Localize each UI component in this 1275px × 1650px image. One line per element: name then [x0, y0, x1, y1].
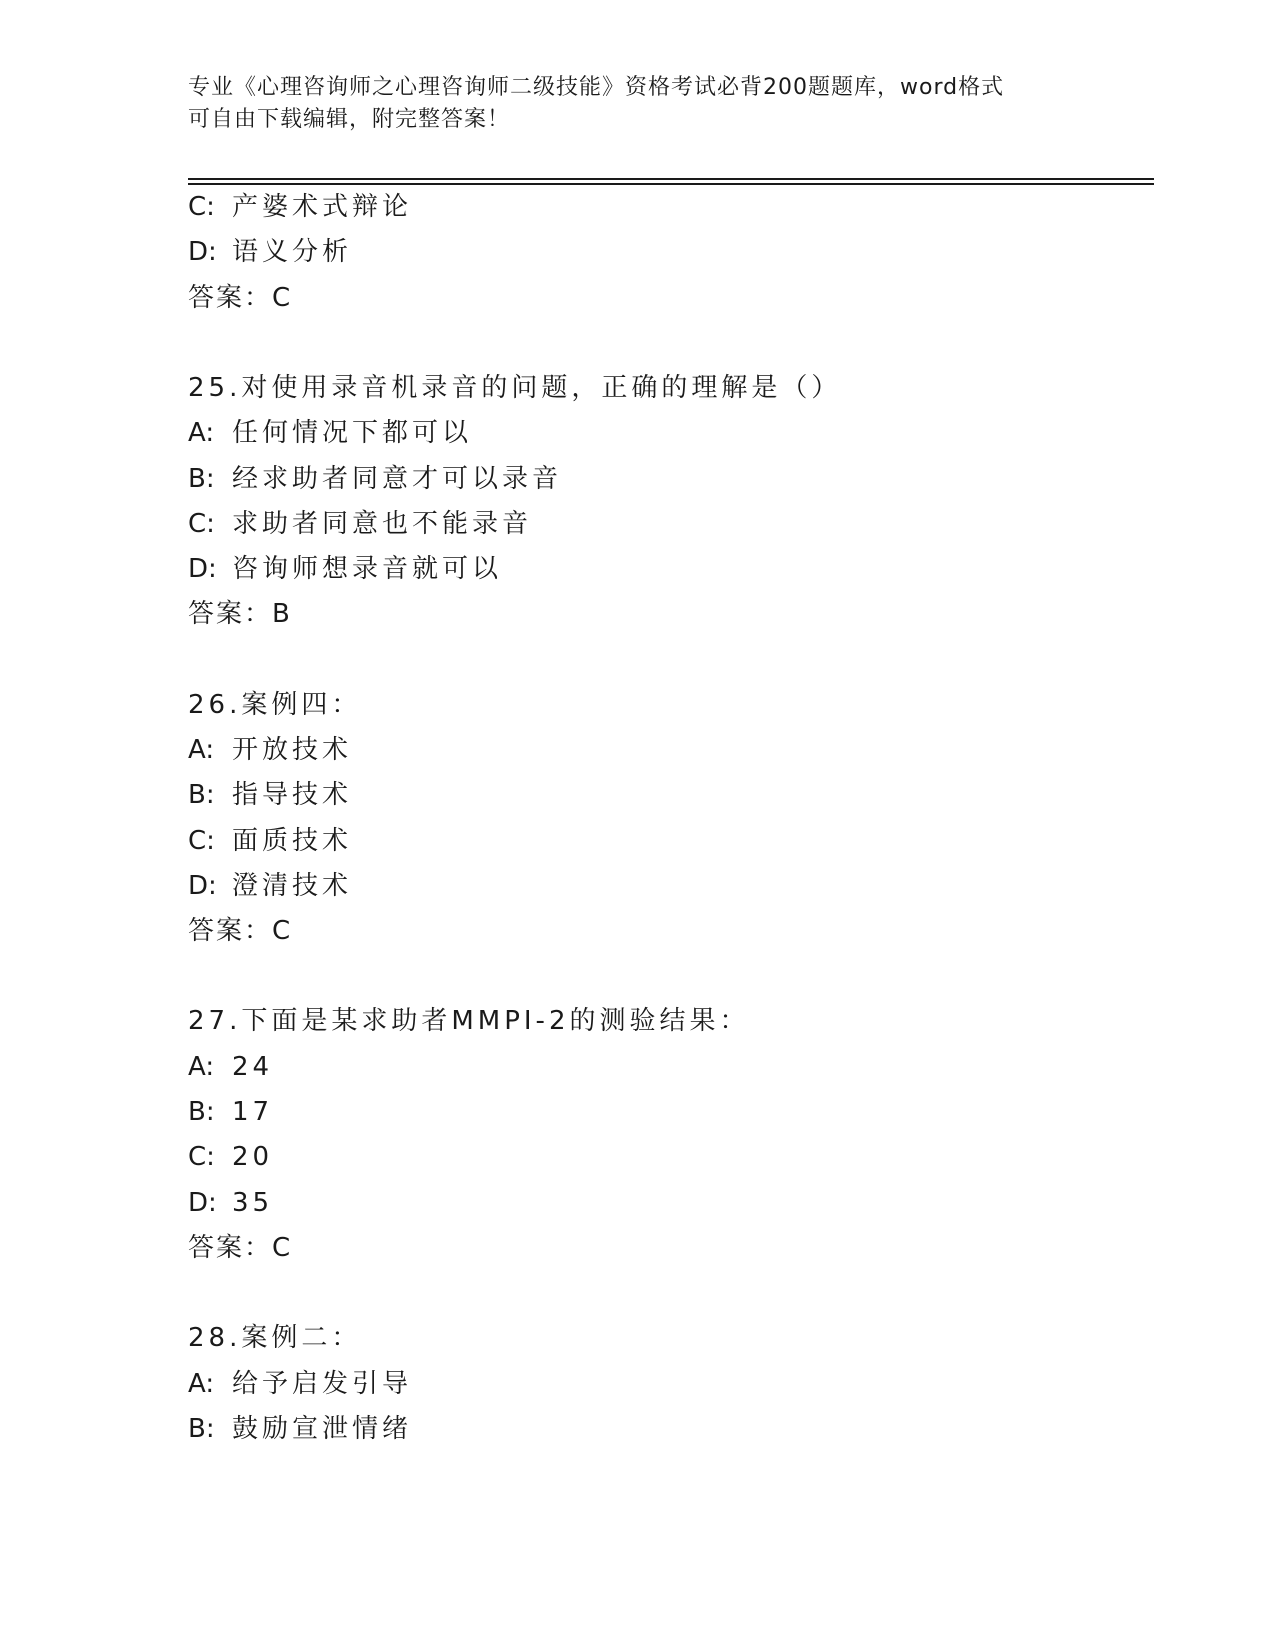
header-divider-top [188, 178, 1154, 180]
answer-line: 答案：C [188, 283, 293, 313]
option-label: D: [188, 237, 217, 267]
option-text: 指导技术 [232, 780, 353, 810]
header-line-2: 可自由下载编辑，附完整答案！ [188, 107, 511, 132]
option-text: 35 [232, 1188, 274, 1218]
option-label: A: [188, 418, 215, 448]
option-label: B: [188, 1414, 215, 1444]
option-label: C: [188, 509, 215, 539]
header-line-1: 专业《心理咨询师之心理咨询师二级技能》资格考试必背200题题库，word格式 [188, 75, 1005, 100]
option-line [188, 190, 412, 224]
option-line [188, 1186, 273, 1220]
option-label: C: [188, 1142, 215, 1172]
option-text: 20 [232, 1142, 274, 1172]
option-text: 开放技术 [232, 735, 353, 765]
option-text: 咨询师想录音就可以 [232, 554, 503, 584]
option-label: A: [188, 1052, 215, 1082]
option-line [188, 1095, 273, 1129]
header-divider-bottom [188, 183, 1154, 185]
question-stem: 27.下面是某求助者MMPI-2的测验结果： [188, 1006, 750, 1036]
option-label: D: [188, 1188, 217, 1218]
option-label: B: [188, 780, 215, 810]
answer-line: 答案：C [188, 1233, 293, 1263]
answer-line: 答案：C [188, 916, 293, 946]
option-line [188, 1140, 273, 1174]
option-text: 任何情况下都可以 [232, 418, 473, 448]
option-line [188, 552, 502, 586]
option-label: D: [188, 871, 217, 901]
option-text: 产婆术式辩论 [232, 192, 413, 222]
document-header [188, 72, 1088, 136]
option-label: A: [188, 735, 215, 765]
option-line [188, 235, 352, 269]
option-text: 面质技术 [232, 826, 353, 856]
option-line [188, 1367, 412, 1401]
option-text: 求助者同意也不能录音 [232, 509, 533, 539]
option-label: D: [188, 554, 217, 584]
option-line [188, 1050, 273, 1084]
option-text: 经求助者同意才可以录音 [232, 464, 563, 494]
option-text: 给予启发引导 [232, 1369, 413, 1399]
option-text: 语义分析 [232, 237, 353, 267]
option-line [188, 869, 352, 903]
option-line [188, 1412, 412, 1446]
option-text: 17 [232, 1097, 274, 1127]
option-label: C: [188, 192, 215, 222]
option-text: 24 [232, 1052, 274, 1082]
answer-line: 答案：B [188, 599, 292, 629]
option-line [188, 733, 352, 767]
option-label: A: [188, 1369, 215, 1399]
question-stem: 26.案例四： [188, 690, 362, 720]
option-line [188, 416, 472, 450]
option-text: 澄清技术 [232, 871, 353, 901]
option-line [188, 824, 352, 858]
option-line [188, 778, 352, 812]
option-label: C: [188, 826, 215, 856]
option-label: B: [188, 464, 215, 494]
option-line [188, 507, 532, 541]
option-label: B: [188, 1097, 215, 1127]
question-stem: 28.案例二： [188, 1323, 362, 1353]
option-line [188, 462, 562, 496]
option-text: 鼓励宣泄情绪 [232, 1414, 413, 1444]
question-stem: 25.对使用录音机录音的问题，正确的理解是（） [188, 373, 842, 403]
